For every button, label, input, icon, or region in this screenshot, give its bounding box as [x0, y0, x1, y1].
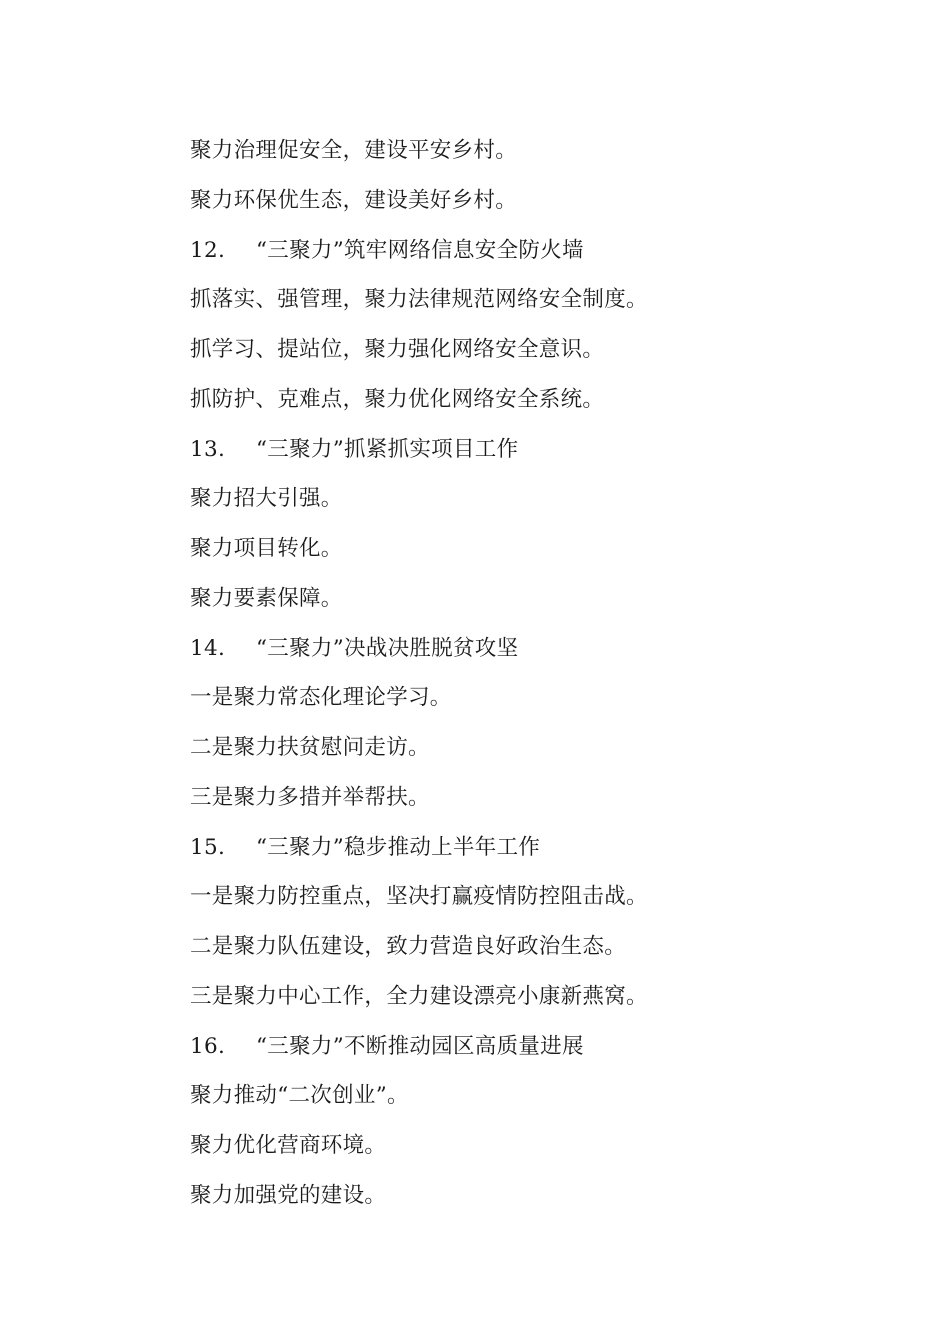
paragraph-text: 聚力要素保障。: [190, 585, 343, 611]
section-number: 16.: [190, 1033, 226, 1059]
section-title: “三聚力”决战决胜脱贫攻坚: [256, 635, 519, 661]
paragraph-text: 聚力项目转化。: [190, 536, 343, 561]
document-body: [190, 126, 890, 1221]
paragraph-text: 聚力招大引强。: [190, 486, 343, 512]
section-number: 14.: [190, 635, 226, 661]
section-title: “三聚力”抓紧抓实项目工作: [256, 436, 519, 462]
section-heading: [190, 823, 890, 873]
paragraph-text: 抓落实、强管理，聚力法律规范网络安全制度。: [190, 287, 648, 313]
paragraph: [190, 325, 890, 375]
paragraph-text: 三是聚力中心工作，全力建设漂亮小康新燕窝。: [190, 983, 648, 1009]
paragraph-text: 聚力推动“二次创业”。: [190, 1083, 409, 1109]
paragraph: [190, 1171, 890, 1221]
paragraph-text: 抓学习、提站位，聚力强化网络安全意识。: [190, 337, 605, 362]
paragraph-text: 一是聚力防控重点，坚决打赢疫情防控阻击战。: [190, 884, 648, 910]
paragraph-text: 聚力治理促安全，建设平安乡村。: [190, 138, 518, 163]
paragraph: [190, 574, 890, 624]
paragraph: [190, 723, 890, 773]
section-number: 12.: [190, 237, 226, 263]
section-heading: [190, 425, 890, 475]
paragraph-text: 聚力加强党的建设。: [190, 1182, 387, 1208]
paragraph-text: 一是聚力常态化理论学习。: [190, 685, 452, 711]
paragraph-text: 聚力优化营商环境。: [190, 1133, 387, 1158]
paragraph: [190, 872, 890, 922]
paragraph: [190, 1121, 890, 1171]
section-number: 15.: [190, 834, 226, 860]
paragraph: [190, 972, 890, 1022]
section-heading: [190, 226, 890, 276]
paragraph: [190, 375, 890, 425]
paragraph: [190, 673, 890, 723]
section-number: 13.: [190, 436, 226, 462]
section-heading: [190, 1022, 890, 1072]
paragraph-text: 抓防护、克难点，聚力优化网络安全系统。: [190, 386, 605, 412]
paragraph: [190, 474, 890, 524]
section-title: “三聚力”筑牢网络信息安全防火墙: [256, 237, 584, 263]
section-title: “三聚力”不断推动园区高质量进展: [256, 1033, 584, 1059]
paragraph: [190, 773, 890, 823]
paragraph-text: 聚力环保优生态，建设美好乡村。: [190, 187, 518, 213]
paragraph-text: 二是聚力队伍建设，致力营造良好政治生态。: [190, 934, 627, 959]
paragraph-text: 三是聚力多措并举帮扶。: [190, 784, 430, 810]
paragraph: [190, 524, 890, 574]
paragraph: [190, 275, 890, 325]
paragraph: [190, 922, 890, 972]
section-heading: [190, 624, 890, 674]
paragraph-text: 二是聚力扶贫慰问走访。: [190, 735, 430, 760]
paragraph: [190, 1071, 890, 1121]
paragraph: [190, 126, 890, 176]
section-title: “三聚力”稳步推动上半年工作: [256, 834, 541, 860]
paragraph: [190, 176, 890, 226]
